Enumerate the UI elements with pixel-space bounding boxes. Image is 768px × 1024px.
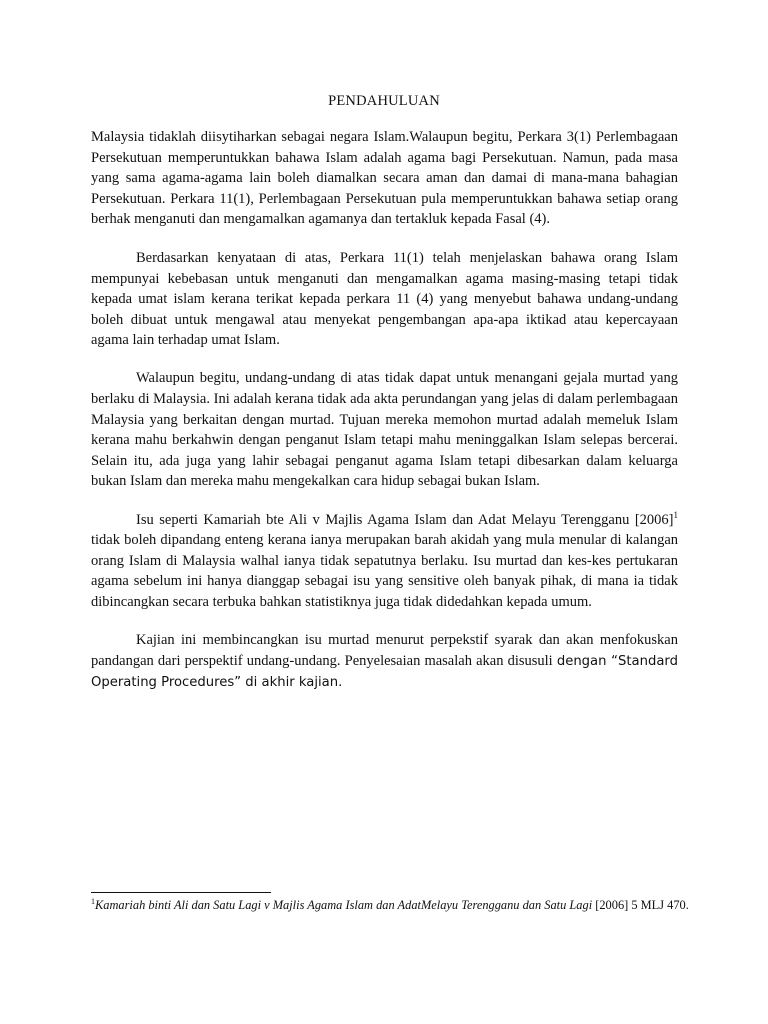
paragraph-5	[91, 630, 678, 694]
footnote-plain-text: [2006] 5 MLJ 470.	[592, 898, 689, 912]
paragraph-5-sans-part: dengan “Standard Operating Procedures” di akhir kajian.	[91, 653, 678, 691]
paragraph-3: Walaupun begitu, undang-undang di atas tidak dapat untuk menangani gejala murtad yang berlaku di Malaysia. Ini adalah kerana tidak ada akta perundangan yang jelas di dalam perlembagaan Malaysia yang berkaitan dengan murtad. Tujuan mereka memohon murtad adalah memeluk Islam kerana mahu berkahwin dengan penganut Islam tetapi mahu meninggalkan Islam selepas bercerai. Selain itu, ada juga yang lahir sebagai penganut agama Islam tetapi dibesarkan dalam keluarga bukan Islam dan mereka mahu mengekalkan cara hidup sebagai bukan Islam.	[91, 370, 678, 490]
footnote-marker: 1	[91, 896, 95, 906]
paragraph-4-lead: Isu seperti Kamariah bte Ali v Majlis Agama Islam dan Adat Melayu Terengganu [2006]	[136, 511, 674, 528]
body-text	[91, 127, 678, 711]
footnote	[91, 897, 691, 914]
paragraph-2: Berdasarkan kenyataan di atas, Perkara 11(1) telah menjelaskan bahawa orang Islam mempunyai kebebasan untuk menganuti dan mengamalkan agama masing-masing tetapi tidak kepada umat islam kerana terikat kepada perkara 11 (4) yang menyebut bahawa undang-undang boleh dibuat untuk mengawal atau menyekat pengembangan apa-apa iktikad atau kepercayaan agama lain terhadap umat Islam.	[91, 249, 678, 349]
footnote-separator	[91, 892, 271, 893]
footnote-reference: 1	[673, 509, 678, 520]
footnote-italic-text: Kamariah binti Ali dan Satu Lagi v Majlis Agama Islam dan AdatMelayu Terengganu dan Satu Lagi	[95, 898, 593, 912]
paragraph-4-rest: tidak boleh dipandang enteng kerana ianya merupakan barah akidah yang mula menular di kalangan orang Islam di Malaysia walhal ianya tidak sepatutnya berlaku. Isu murtad dan kes-kes pertukaran agama sebelum ini hanya dianggap sebagai isu yang sensitive oleh banyak pihak, di mana ia tidak dibincangkan secara terbuka bahkan statistiknya juga tidak didedahkan kepada umum.	[91, 532, 678, 610]
paragraph-4	[91, 510, 678, 613]
paragraph-5-serif-part: Kajian ini membincangkan isu murtad menurut perpekstif syarak dan akan menfokuskan pandangan dari perspektif undang-undang. Penyelesaian masalah akan disusuli	[91, 631, 678, 669]
paragraph-1: Malaysia tidaklah diisytiharkan sebagai negara Islam.Walaupun begitu, Perkara 3(1) Perlembagaan Persekutuan memperuntukkan bahawa Islam adalah agama bagi Persekutuan. Namun, pada masa yang sama agama-agama lain boleh diamalkan secara aman dan damai di mana-mana bahagian Persekutuan. Perkara 11(1), Perlembagaan Persekutuan pula memperuntukkan bahawa setiap orang berhak menganuti dan mengamalkan agamanya dan tertakluk kepada Fasal (4).	[91, 129, 678, 228]
page-title: PENDAHULUAN	[328, 93, 440, 109]
